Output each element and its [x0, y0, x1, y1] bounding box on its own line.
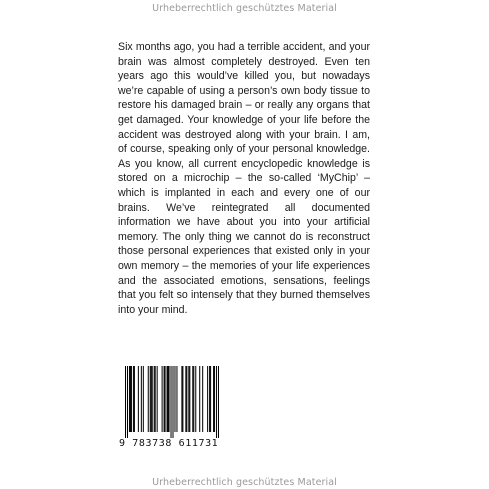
barcode-bar: [210, 366, 211, 432]
barcode-bar: [202, 366, 203, 432]
watermark-top: Urheberrechtlich geschütztes Material: [152, 3, 337, 14]
barcode-bar: [188, 366, 189, 432]
barcode-bar: [167, 366, 168, 432]
barcode-bar: [125, 366, 126, 438]
barcode-bar: [134, 366, 135, 432]
barcode-bar: [154, 366, 155, 432]
barcode-bar: [150, 366, 151, 432]
barcode-bar: [193, 366, 194, 432]
back-cover-blurb: Six months ago, you had a terrible accident, and your brain was almost completely destroyed. Even ten years ago this would’ve killed you, but nowadays we’re capable of using a person’s own body tissue to restore his damaged brain – or really any organs that get damaged. Your knowledge of your life before the accident was destroyed along with your brain. I am, of course, speaking only of your personal knowledge. As you know, all current encyclopedic knowledge is stored on a microchip – the so-called ‘MyChip’ – which is implanted in each and every one of our brains. We’ve reintegrated all documented information we have about you into your artificial memory. The only thing we cannot do is reconstruct those personal experiences that existed only in your own memory – the memories of your life experiences and the associated emotions, sensations, feelings that you felt so intensely that they burned themselves into your mind.: [118, 41, 370, 316]
barcode-bar: [164, 366, 165, 432]
barcode-bar: [155, 366, 156, 432]
barcode-bar: [218, 366, 219, 438]
barcode-bar: [162, 366, 163, 432]
barcode-bar: [182, 366, 183, 432]
barcode-bar: [129, 366, 130, 432]
barcode-bar: [214, 366, 215, 432]
barcode-bar: [176, 366, 177, 432]
barcode-bar: [186, 366, 187, 432]
barcode-bar: [131, 366, 132, 432]
barcode-bar: [216, 366, 217, 438]
barcode-bar: [207, 366, 208, 432]
isbn-barcode: [117, 358, 227, 453]
barcode-bar: [130, 366, 131, 432]
barcode-bar: [174, 366, 175, 432]
barcode-bar: [152, 366, 153, 432]
barcode-bar: [138, 366, 139, 432]
watermark-bottom: Urheberrechtlich geschütztes Material: [152, 477, 337, 488]
barcode-bar: [213, 366, 214, 432]
barcode-bar: [199, 366, 200, 432]
barcode-bar: [168, 366, 169, 432]
barcode-bar: [151, 366, 152, 432]
barcode-bar: [192, 366, 193, 432]
barcode-bar: [172, 366, 173, 438]
barcode-bar: [209, 366, 210, 432]
isbn-digits: 9 783738 611731: [119, 438, 219, 449]
barcode-bar: [148, 366, 149, 432]
barcode-bar: [141, 366, 142, 432]
barcode-bar: [189, 366, 190, 432]
barcode-bar: [185, 366, 186, 432]
barcode-bars: [125, 366, 219, 438]
barcode-bar: [195, 366, 196, 432]
barcode-bar: [181, 366, 182, 432]
barcode-bar: [133, 366, 134, 432]
barcode-bar: [143, 366, 144, 432]
barcode-bar: [171, 366, 172, 438]
barcode-bar: [169, 366, 170, 432]
barcode-bar: [127, 366, 128, 438]
barcode-bar: [165, 366, 166, 432]
barcode-bar: [157, 366, 158, 432]
